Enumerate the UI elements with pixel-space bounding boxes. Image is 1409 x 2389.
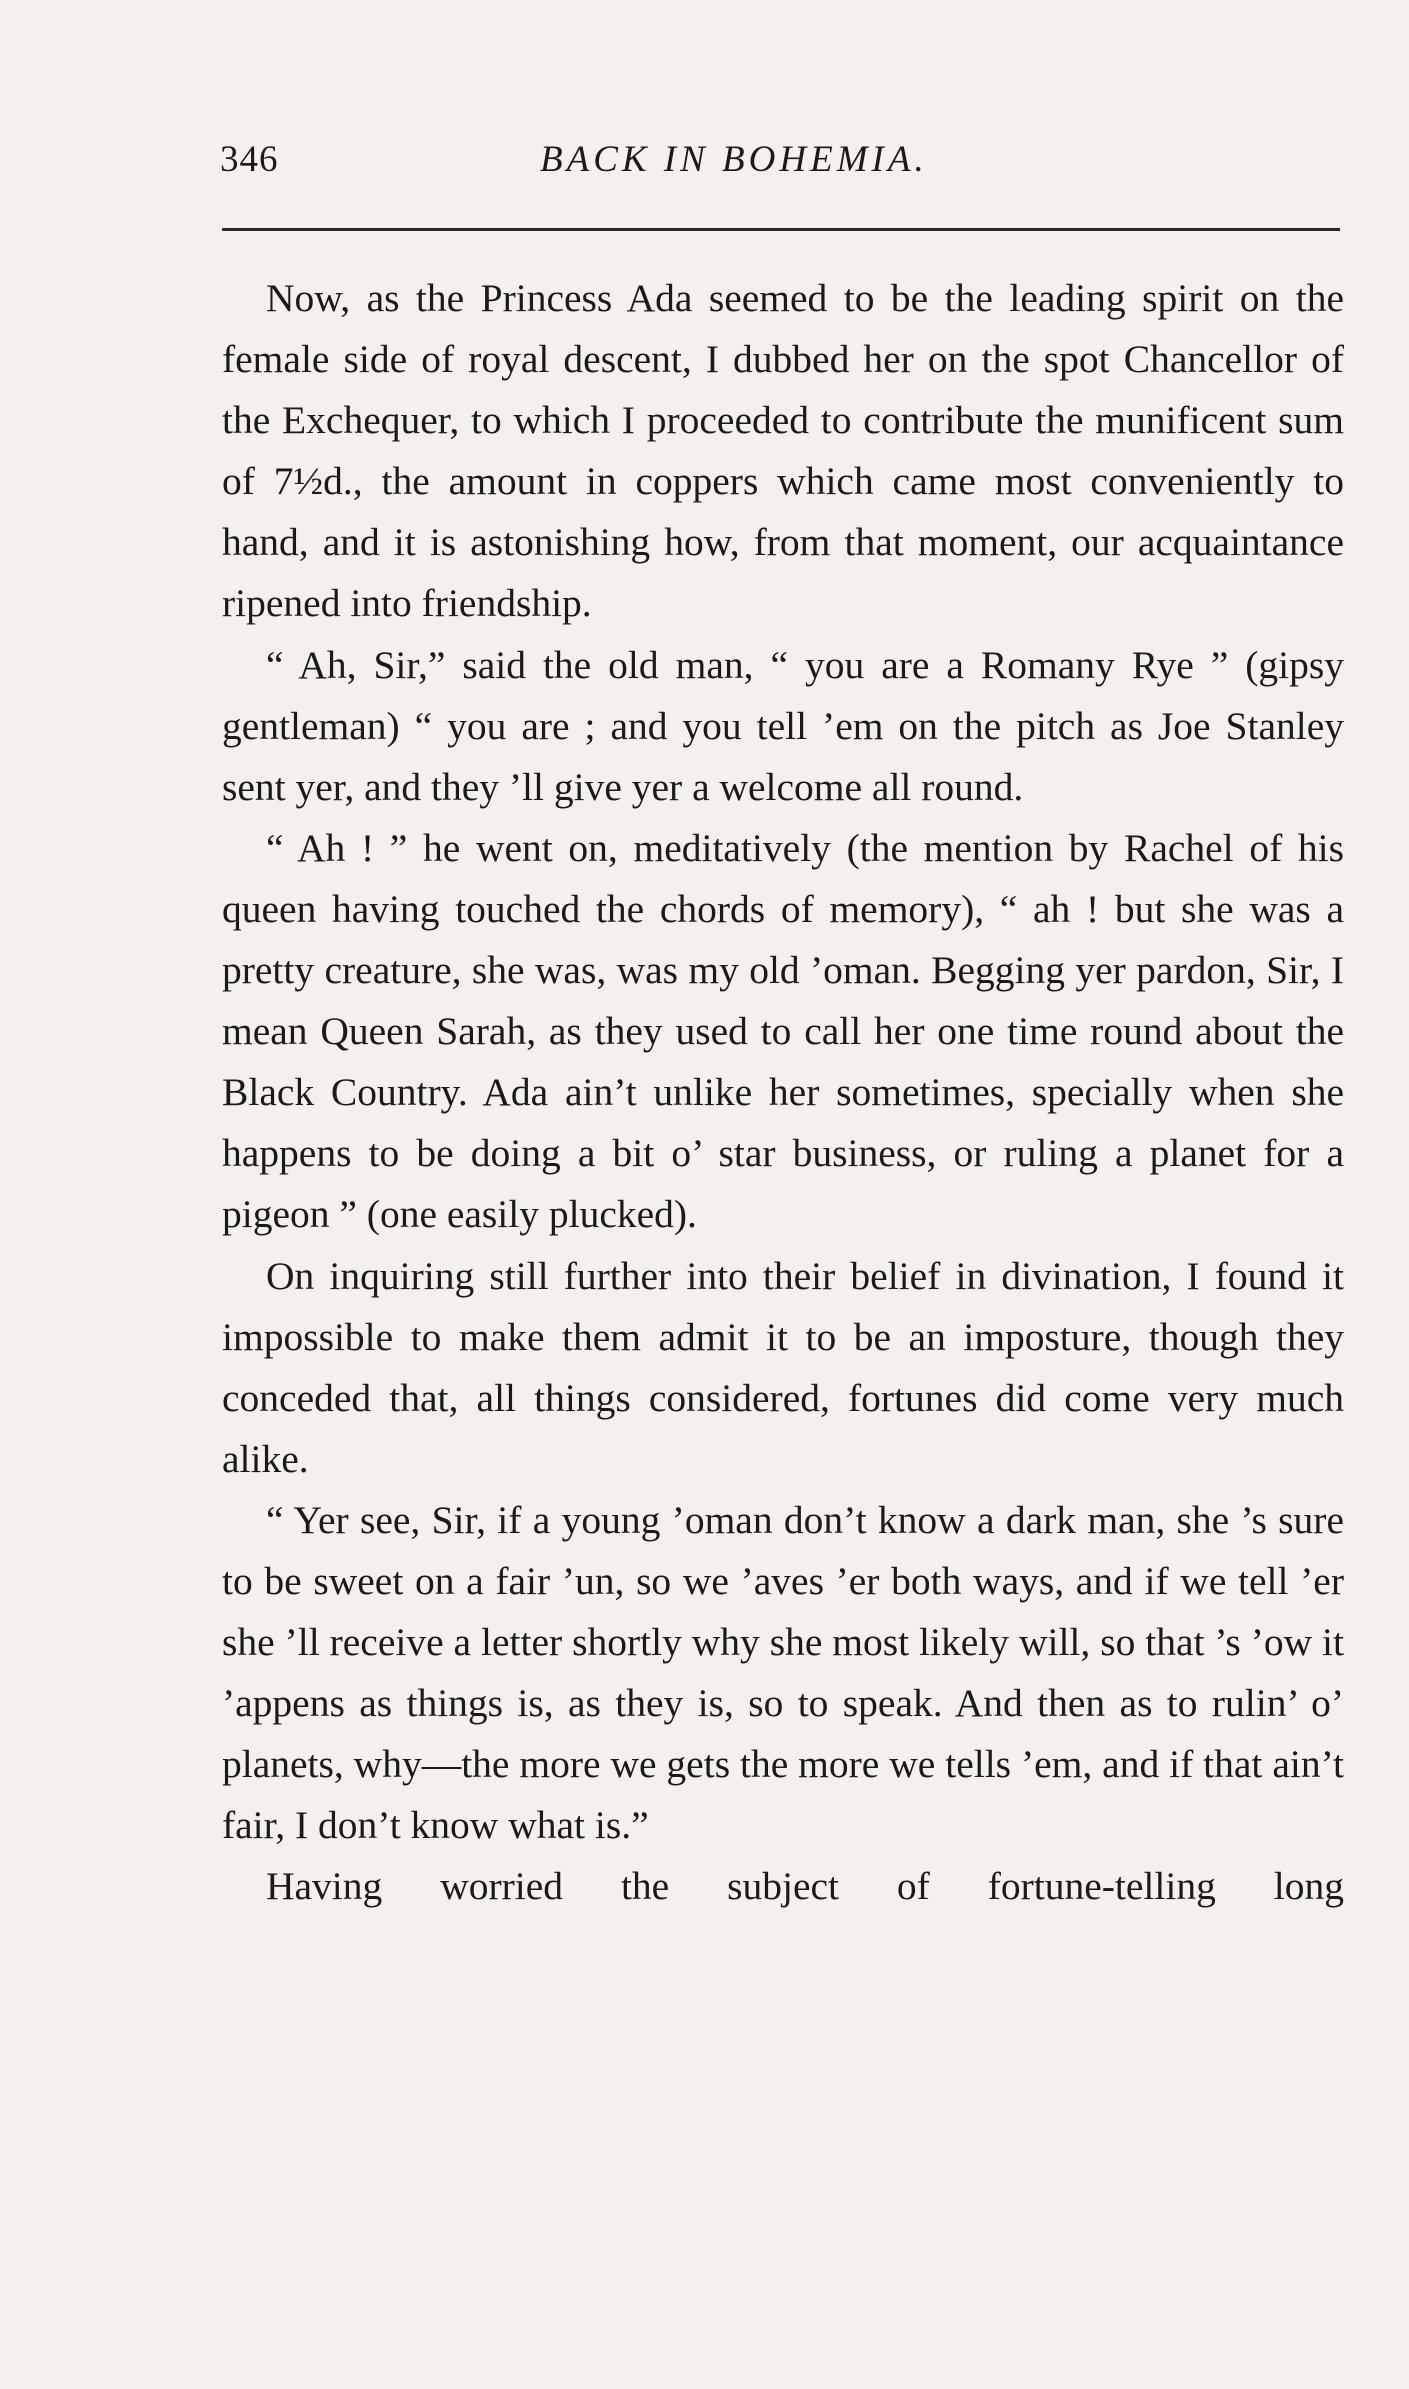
page-header: [220, 138, 1340, 198]
body-text: [222, 268, 1344, 1918]
paragraph: “ Ah ! ” he went on, meditatively (the mention by Rachel of his queen having touched the chords of memory), “ ah ! but she was a pretty creature, she was, was my old ’oman. Begging yer pardon, Sir, I mean Queen Sarah, as they used to call her one time round about the Black Country. Ada ain’t unlike her sometimes, specially when she happens to be doing a bit o’ star business, or ruling a planet for a pigeon ” (one easily plucked).: [222, 825, 1344, 1237]
running-head: BACK IN BOHEMIA.: [540, 139, 928, 180]
paragraph: “ Yer see, Sir, if a young ’oman don’t know a dark man, she ’s sure to be sweet on a fair ’un, so we ’aves ’er both ways, and if we tell ’er she ’ll receive a letter shortly why she most likely will, so that ’s ’ow it ’appens as things is, as they is, so to speak. And then as to rulin’ o’ planets, why—the more we gets the more we tells ’em, and if that ain’t fair, I don’t know what is.”: [222, 1497, 1344, 1848]
header-rule: [222, 228, 1340, 231]
paragraph: On inquiring still further into their belief in divination, I found it impossible to make them admit it to be an imposture, though they conceded that, all things considered, fortunes did come very much alike.: [222, 1253, 1344, 1481]
paragraph: Having worried the subject of fortune-telling long: [266, 1864, 1344, 1909]
paragraph: Now, as the Princess Ada seemed to be the leading spirit on the female side of royal descent, I dubbed her on the spot Chancellor of the Exchequer, to which I proceeded to contribute the munificent sum of 7½d., the amount in coppers which came most conveniently to hand, and it is astonishing how, from that moment, our acquaintance ripened into friendship.: [222, 276, 1344, 626]
paragraph: “ Ah, Sir,” said the old man, “ you are a Romany Rye ” (gipsy gentleman) “ you are ; and you tell ’em on the pitch as Joe Stanley sent yer, and they ’ll give yer a welcome all round.: [222, 642, 1344, 809]
page-number: 346: [220, 139, 279, 180]
